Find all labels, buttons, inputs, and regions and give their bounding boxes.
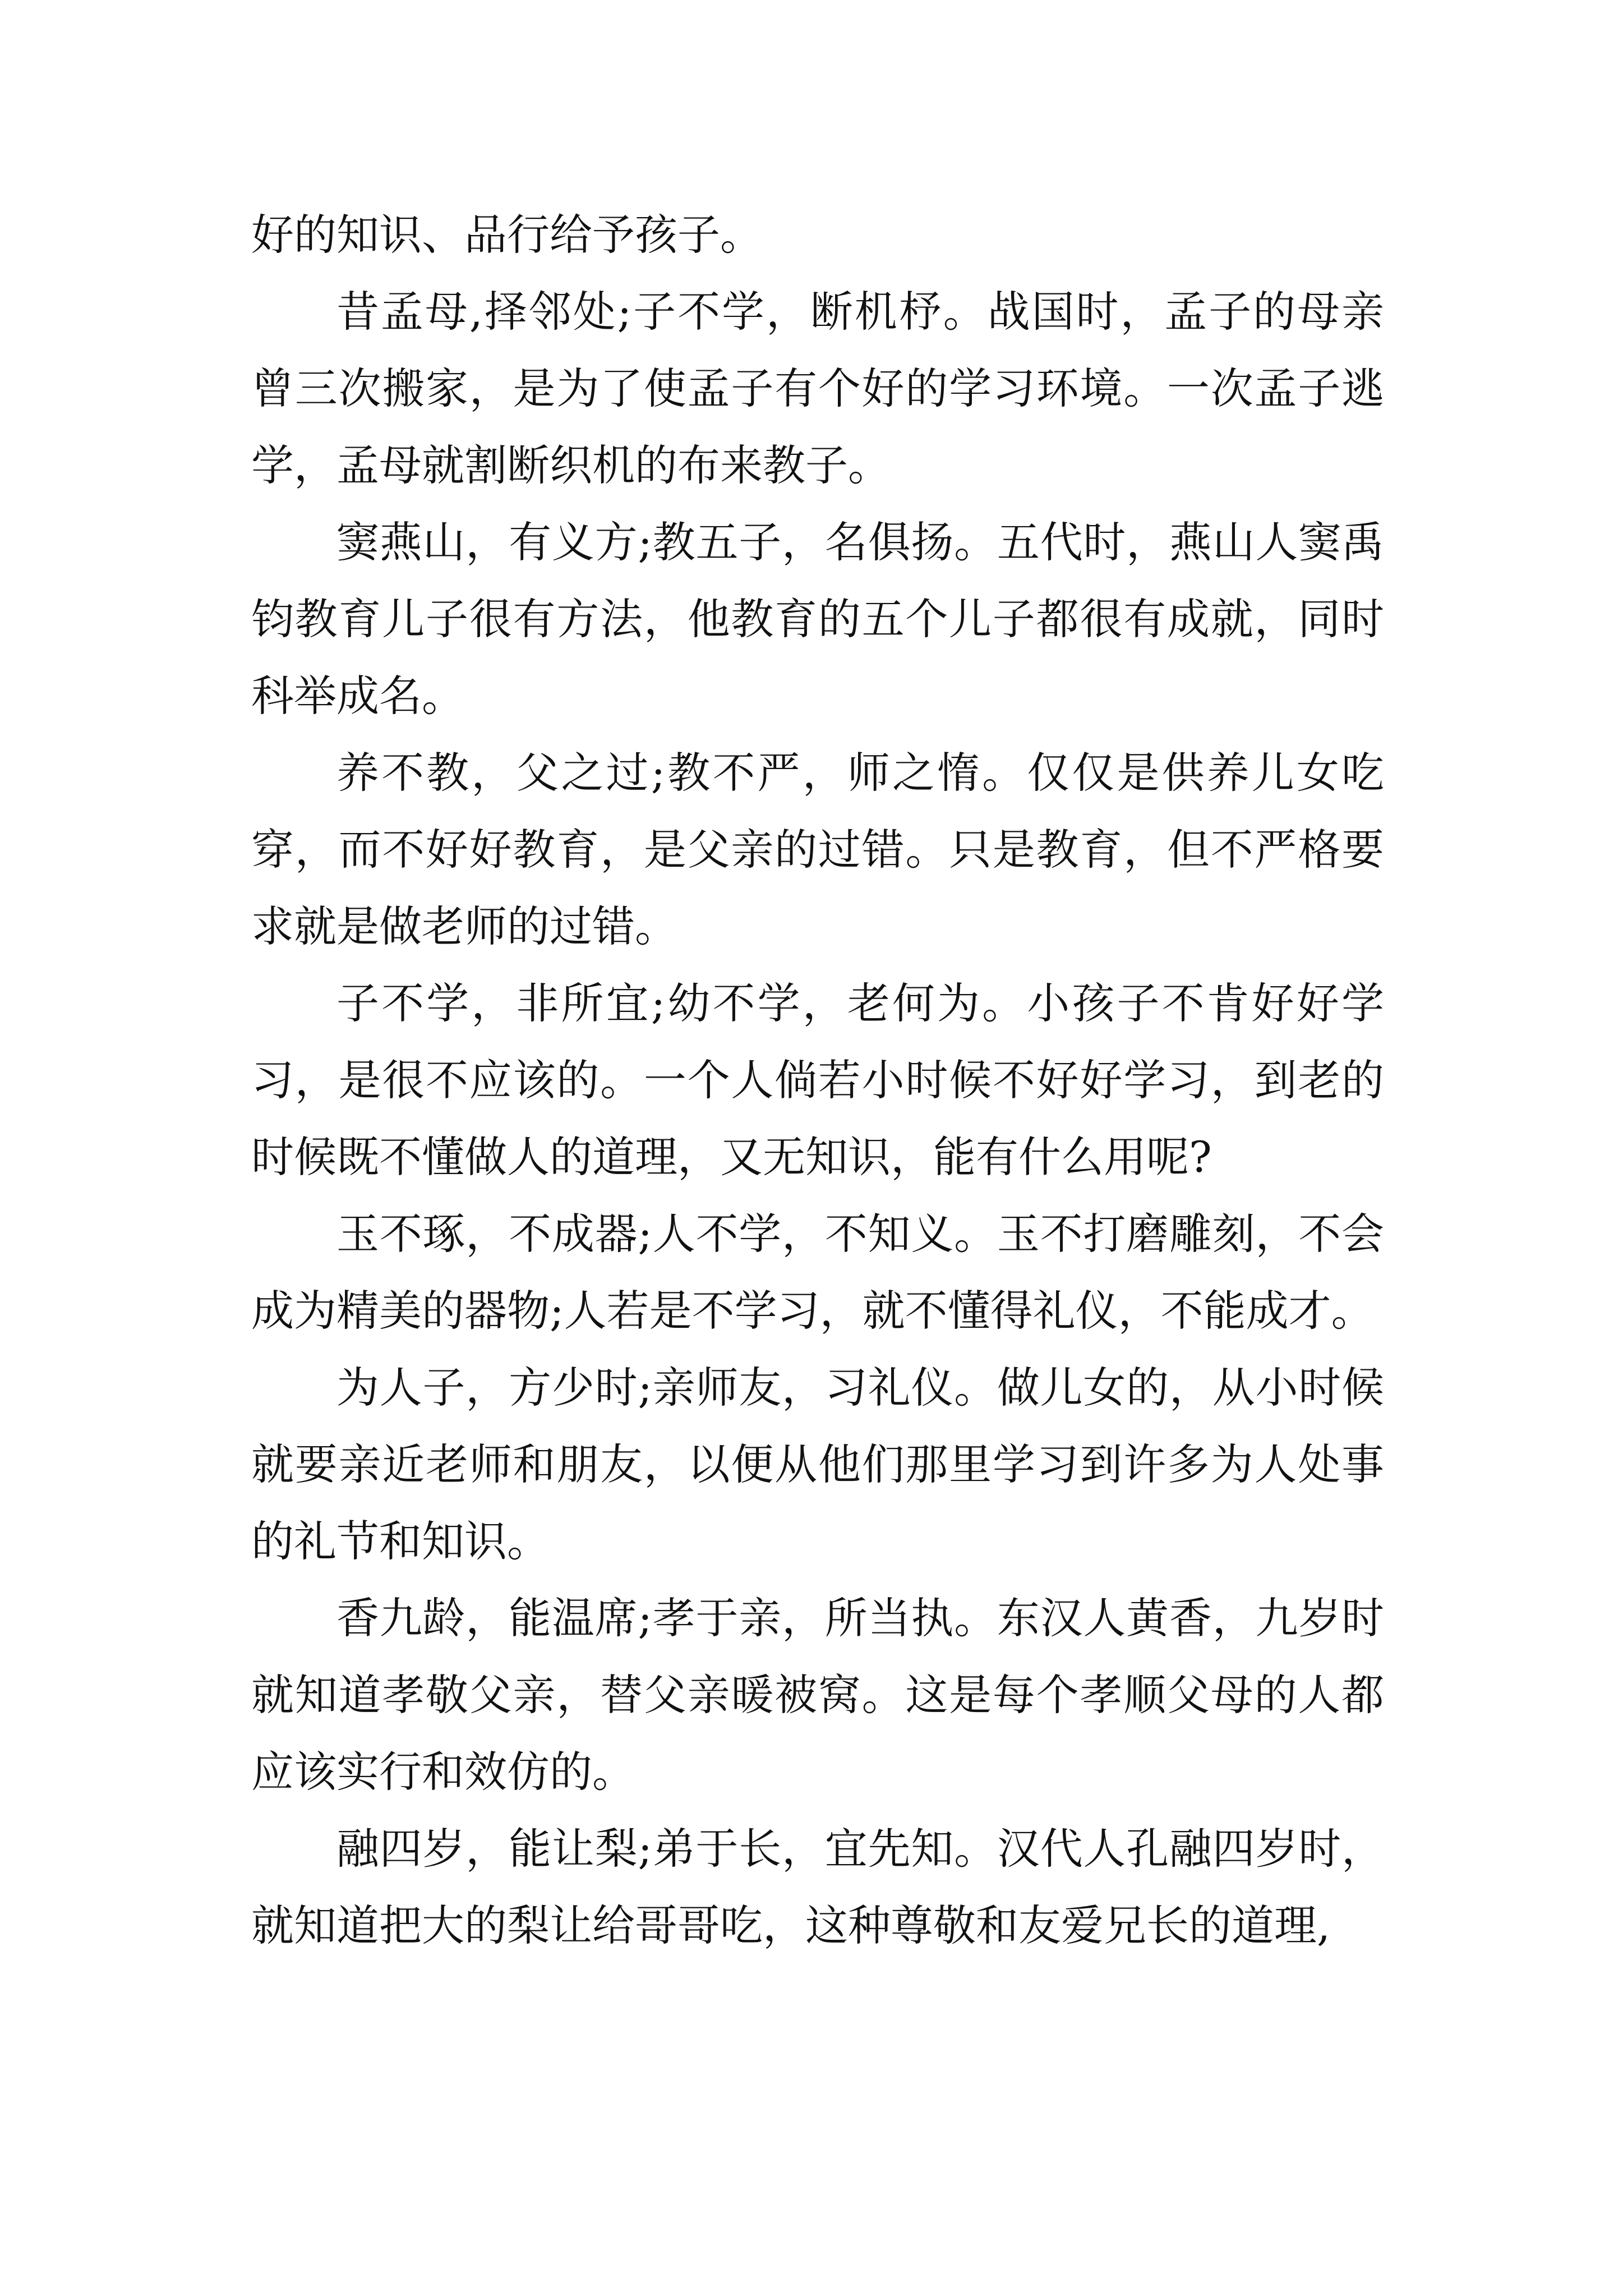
- paragraph-mengmu: 昔孟母,择邻处;子不学，断机杼。战国时，孟子的母亲曾三次搬家，是为了使孟子有个好的学习环境。一次孟子逃学，孟母就割断织机的布来教子。: [251, 287, 1384, 490]
- document-body: [251, 196, 1384, 1964]
- paragraph-yubuzhuo: 玉不琢，不成器;人不学，不知义。玉不打磨雕刻，不会成为精美的器物;人若是不学习，就不懂得礼仪，不能成才。: [251, 1209, 1384, 1336]
- paragraph-xiangjiuling: 香九龄，能温席;孝于亲，所当执。东汉人黄香，九岁时就知道孝敬父亲，替父亲暖被窝。这是每个孝顺父母的人都应该实行和效仿的。: [251, 1593, 1384, 1797]
- paragraph-weirenzi: 为人子，方少时;亲师友，习礼仪。做儿女的，从小时候就要亲近老师和朋友，以便从他们那里学习到许多为人处事的礼节和知识。: [251, 1363, 1384, 1566]
- paragraph-yangbujiao: 养不教，父之过;教不严，师之惰。仅仅是供养儿女吃穿，而不好好教育，是父亲的过错。只是教育，但不严格要求就是做老师的过错。: [251, 748, 1384, 951]
- paragraph-zibuxue: 子不学，非所宜;幼不学，老何为。小孩子不肯好好学习，是很不应该的。一个人倘若小时候不好好学习，到老的时候既不懂做人的道理，又无知识，能有什么用呢?: [251, 978, 1384, 1182]
- paragraph-continuation: 好的知识、品行给予孩子。: [251, 210, 763, 260]
- paragraph-rongsisui: 融四岁，能让梨;弟于长，宜先知。汉代人孔融四岁时，就知道把大的梨让给哥哥吃，这种尊敬和友爱兄长的道理,: [251, 1824, 1384, 1950]
- paragraph-douyanshan: 窦燕山，有义方;教五子，名俱扬。五代时，燕山人窦禹钧教育儿子很有方法，他教育的五个儿子都很有成就，同时科举成名。: [251, 517, 1384, 721]
